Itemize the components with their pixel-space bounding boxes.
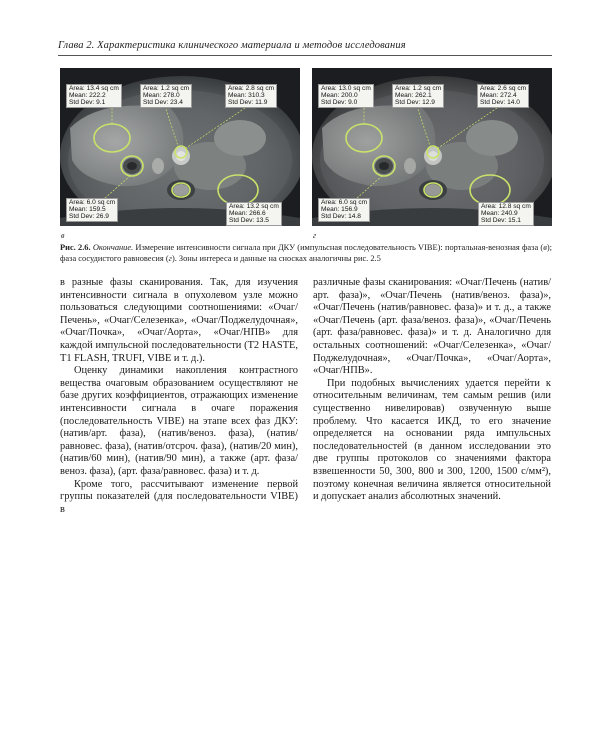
- roi-std: Std Dev: 23.4: [143, 99, 183, 107]
- panel-letter-g: г: [313, 231, 317, 240]
- caption-letter-g: г: [168, 254, 172, 263]
- roi-area: Area: 1.2 sq cm: [143, 85, 190, 92]
- mri-panel-g: [312, 68, 552, 226]
- roi-mean: Mean: 156.9: [321, 206, 358, 214]
- caption-text: Измерение интенсивности сигнала при ДКУ (импульсная последовательность VIBE): портальная-венозная фаза (: [133, 243, 544, 252]
- roi-std: Std Dev: 26.9: [69, 213, 109, 221]
- paragraph: в разные фазы сканирования. Так, для изучения интенсивности сигнала в опухолевом узле можно пользоваться следующими соотношениями: «Очаг/Печень», «Очаг/Селезенка», «Очаг/Поджелудочная», «Очаг/Почка», «Очаг/Аорта», «Очаг/НПВ» для каждой импульсной последовательности (T2 HASTE, T1 FLASH, TRUFI, VIBE и т. д.).: [60, 277, 298, 364]
- roi-std: Std Dev: 14.8: [321, 213, 361, 221]
- body-column-right: [313, 277, 551, 504]
- roi-label-2: [140, 84, 192, 108]
- roi-std: Std Dev: 9.1: [69, 99, 106, 107]
- roi-mean: Mean: 310.3: [228, 92, 265, 100]
- roi-mean: Mean: 272.4: [480, 92, 517, 100]
- roi-area: Area: 1.2 sq cm: [395, 85, 442, 92]
- roi-label-3: [477, 84, 529, 108]
- roi-mean: Mean: 262.1: [395, 92, 432, 100]
- roi-label-4: [318, 198, 370, 222]
- running-header: Глава 2. Характеристика клинического материала и методов исследования: [58, 40, 406, 51]
- caption-lead: Рис. 2.6.: [60, 243, 91, 252]
- caption-continuation: Окончание.: [92, 243, 134, 252]
- roi-area: Area: 13.0 sq cm: [321, 85, 371, 92]
- roi-std: Std Dev: 11.9: [228, 99, 268, 107]
- roi-area: Area: 2.8 sq cm: [228, 85, 275, 92]
- roi-mean: Mean: 200.0: [321, 92, 358, 100]
- roi-std: Std Dev: 14.0: [480, 99, 520, 107]
- roi-std: Std Dev: 15.1: [481, 217, 521, 225]
- roi-std: Std Dev: 12.9: [395, 99, 435, 107]
- roi-mean: Mean: 266.6: [229, 210, 266, 218]
- roi-mean: Mean: 240.9: [481, 210, 518, 218]
- roi-label-5: [478, 202, 534, 226]
- roi-label-5: [226, 202, 282, 226]
- roi-area: Area: 13.2 sq cm: [229, 203, 279, 210]
- roi-area: Area: 13.4 sq cm: [69, 85, 119, 92]
- body-column-left: [60, 277, 298, 516]
- roi-mean: Mean: 222.2: [69, 92, 106, 100]
- roi-area: Area: 12.8 sq cm: [481, 203, 531, 210]
- paragraph: При подобных вычислениях удается перейти к относительным величинам, тем самым решив (или существенно нивелировав) озвученную выше проблему. Что касается ИКД, то его значение определяется на основании ряда импульсных последовательностей (в данном исследовании это две группы протоколов со значениями фактора взвешенности 50, 300, 800 и 300, 1200, 1500 с/мм²), поэтому конечная величина является относительной и допускает анализ абсолютных значений.: [313, 377, 551, 503]
- roi-area: Area: 6.0 sq cm: [69, 199, 116, 206]
- roi-std: Std Dev: 9.0: [321, 99, 358, 107]
- roi-label-1: [66, 84, 122, 108]
- paragraph: Кроме того, рассчитывают изменение первой группы показателей (для последовательности VIBE) в: [60, 478, 298, 515]
- figure-caption: [60, 242, 552, 264]
- roi-label-2: [392, 84, 444, 108]
- roi-label-4: [66, 198, 118, 222]
- paragraph: Оценку динамики накопления контрастного вещества очаговым образованием осуществляют не базе других коэффициентов, отражающих изменение интенсивности сигнала в очаге поражения (последовательность VIBE) на этапе всех фаз ДКУ: (натив/арт. фаза), (натив/веноз. фаза), (натив/равновес. фаза), (натив/отсроч. фаза), (натив/20 мин), (натив/60 мин), (натив/90 мин), а также (арт. фаза/веноз. фаза), (арт. фаза/равновес. фаза) и т. д.: [60, 365, 298, 477]
- panel-letter-v: в: [61, 231, 65, 240]
- header-rule: [58, 55, 552, 56]
- roi-area: Area: 6.0 sq cm: [321, 199, 368, 206]
- mri-panel-v: [60, 68, 300, 226]
- caption-letter-v: в: [543, 243, 547, 252]
- caption-mid: ); фаза сосудистого равновесия (: [60, 243, 552, 263]
- roi-area: Area: 2.6 sq cm: [480, 85, 527, 92]
- caption-end: ). Зоны интереса и данные на сносках аналогичны рис. 2.5: [171, 254, 381, 263]
- roi-mean: Mean: 278.0: [143, 92, 180, 100]
- roi-label-3: [225, 84, 277, 108]
- paragraph: различные фазы сканирования: «Очаг/Печень (натив/арт. фаза)», «Очаг/Печень (натив/веноз. фаза)», «Очаг/Печень (натив/равновес. фаза)» и т. д., а также «Очаг/Печень (арт. фаза/веноз. фаза)», «Очаг/Печень (арт. фаза/равновес. фаза)» и т. д. Аналогично для остальных соотношений: «Очаг/Селезенка», «Очаг/Поджелудочная», «Очаг/Почка», «Очаг/Аорта», «Очаг/НПВ».: [313, 277, 551, 377]
- roi-mean: Mean: 159.5: [69, 206, 106, 214]
- roi-std: Std Dev: 13.5: [229, 217, 269, 225]
- roi-label-1: [318, 84, 374, 108]
